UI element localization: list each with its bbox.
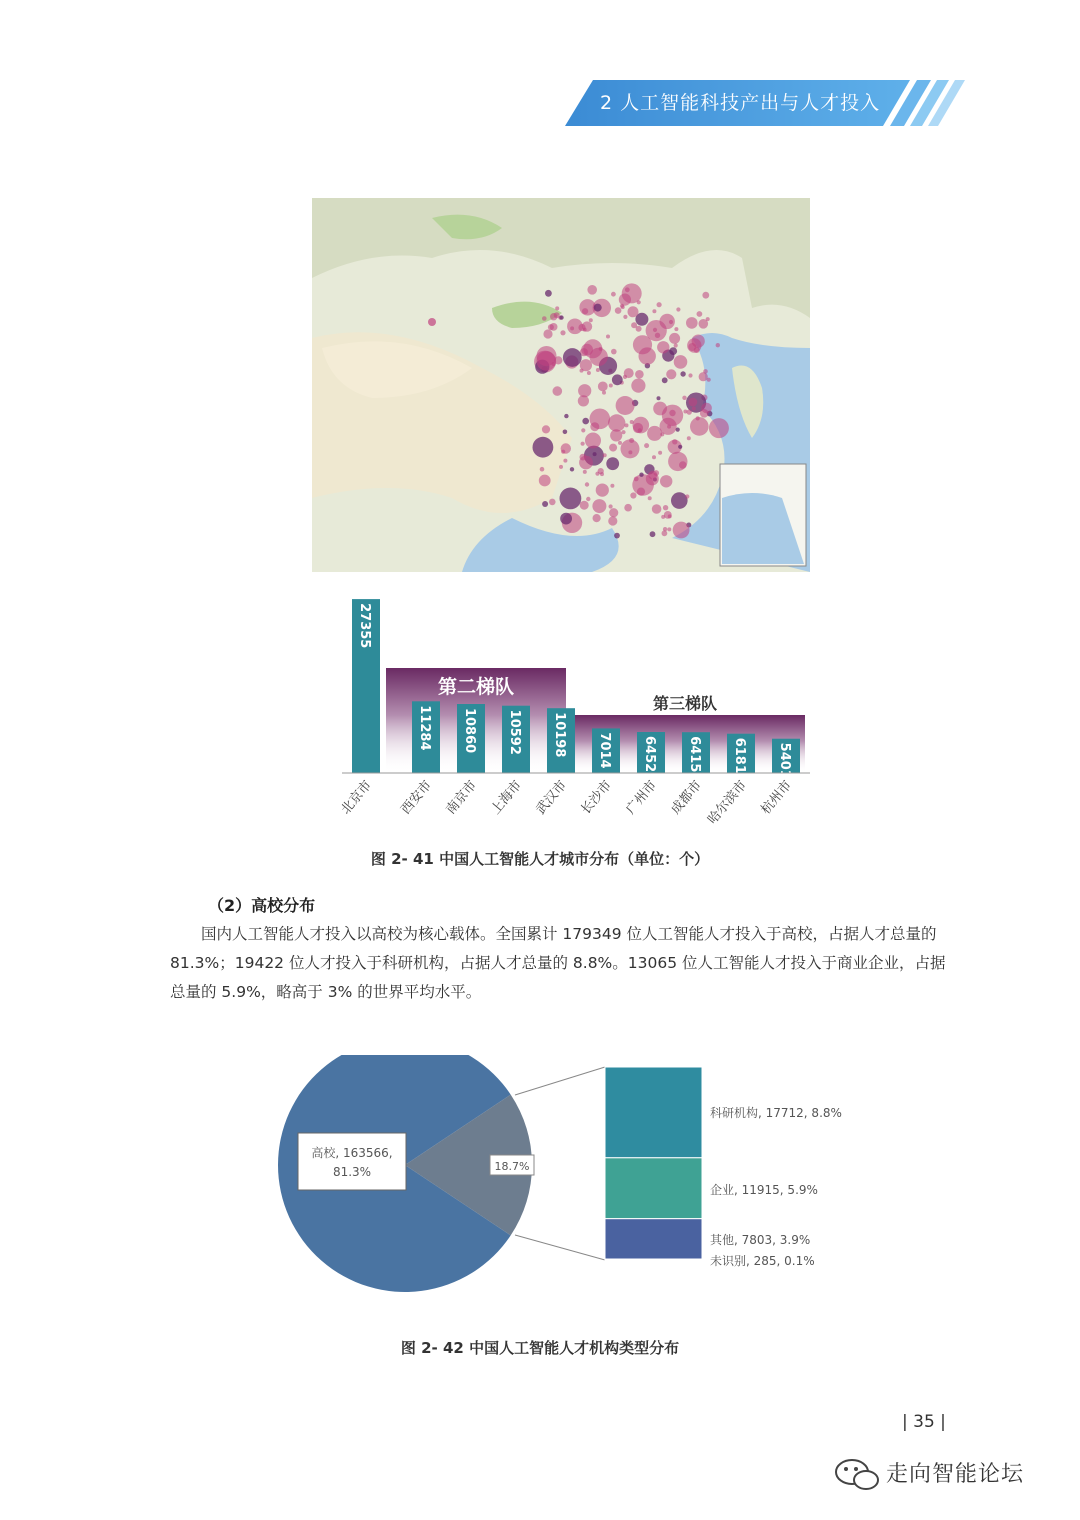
connector-top — [515, 1067, 605, 1095]
map-bubble — [689, 398, 698, 407]
map-bubble — [671, 492, 688, 509]
map-bubble — [587, 371, 591, 375]
bar-value-label: 6452 — [642, 735, 657, 773]
header-title: 2 人工智能科技产出与人才投入 — [600, 92, 881, 114]
stack-segment — [605, 1067, 702, 1158]
figure-41-caption: 图 2- 41 中国人工智能人才城市分布（单位：个） — [370, 850, 710, 868]
map-bubble — [637, 300, 641, 304]
map-bubble — [580, 501, 589, 510]
map-bubble — [533, 437, 554, 458]
map-bubble — [555, 306, 559, 310]
map-bubble — [611, 292, 616, 297]
bar-value-label: 10592 — [507, 709, 522, 755]
map-bubble — [586, 497, 590, 501]
map-bubble — [657, 302, 662, 307]
map-bubble — [690, 417, 709, 436]
map-bubble — [612, 374, 623, 385]
x-tick-label: 南京市 — [443, 777, 481, 818]
map-bubble — [701, 403, 712, 414]
map-bubble — [674, 355, 688, 369]
map-bubble — [634, 477, 639, 482]
map-bubble — [647, 426, 662, 441]
map-bubble — [660, 314, 675, 329]
map-bubble — [676, 307, 680, 311]
map-bubble — [596, 484, 609, 497]
map-bubble — [639, 347, 656, 364]
map-bubble — [716, 343, 720, 347]
bar-value-label: 6415 — [687, 736, 702, 773]
map-bubble — [631, 322, 637, 328]
map-bubble — [598, 382, 608, 392]
map-bubble — [616, 396, 635, 415]
map-bubble — [699, 372, 708, 381]
map-bubble — [653, 402, 667, 416]
map-bubble — [563, 348, 582, 367]
map-bubble — [583, 328, 587, 332]
map-bubble — [674, 343, 678, 347]
map-bubble — [583, 470, 587, 474]
map-bubble — [614, 533, 620, 539]
stack-segment — [605, 1158, 702, 1219]
bar-value-label: 5401 — [777, 742, 792, 779]
x-tick-label: 上海市 — [488, 777, 526, 818]
map-bubble — [692, 407, 696, 411]
map-bubble — [639, 473, 643, 477]
map-bubble — [644, 443, 649, 448]
map-bubble — [678, 445, 682, 449]
map-bubble — [674, 327, 678, 331]
map-bubble — [630, 492, 636, 498]
map-bubble — [542, 316, 547, 321]
map-bubble — [579, 456, 593, 470]
bar-value-label: 11284 — [417, 705, 432, 751]
map-bubble — [593, 514, 601, 522]
map-bubble — [564, 414, 568, 418]
slice-label: 18.7% — [494, 1160, 530, 1173]
page-number: | 35 | — [902, 1412, 946, 1432]
map-bubble — [628, 306, 639, 317]
map-bubble — [624, 368, 634, 378]
stack-label-unknown: 未识别, 285, 0.1% — [710, 1254, 815, 1268]
map-bubble — [669, 347, 677, 355]
map-bubble — [658, 451, 662, 455]
china-talent-map — [312, 198, 810, 572]
map-bubble — [549, 499, 556, 506]
map-bubble — [648, 496, 652, 500]
map-bubble — [570, 467, 574, 471]
map-bubble — [560, 488, 582, 510]
map-bubble — [707, 378, 711, 382]
map-bubble — [589, 318, 593, 322]
map-bubble — [688, 373, 692, 377]
map-bubble — [581, 442, 585, 446]
map-bubble — [661, 515, 665, 519]
map-bubble — [540, 467, 545, 472]
map-bubble — [702, 292, 709, 299]
map-bubble — [692, 335, 705, 348]
map-bubble — [559, 315, 563, 319]
map-bubble — [625, 423, 629, 427]
map-bubble — [593, 452, 597, 456]
bar-value-label: 6181 — [732, 737, 747, 774]
map-bubble — [669, 410, 675, 416]
map-bubble — [685, 494, 689, 498]
map-bubble — [709, 418, 729, 438]
map-bubble — [668, 514, 672, 518]
stack-label-qiye: 企业, 11915, 5.9% — [710, 1183, 818, 1197]
section-paragraph: 国内人工智能人才投入以高校为核心载体。全国累计 179349 位人工智能人才投入于高校，占据人才总量的 81.3%；19422 位人才投入于科研机构，占据人才总量的 8.8%。13065 位人工智能人才投入于商业企业，占据总量的 5.9%，略高于 3% 的世界平均水平。 — [170, 925, 946, 1001]
map-bubble — [662, 377, 668, 383]
map-bubble — [648, 471, 657, 480]
map-bubble — [428, 318, 436, 326]
map-bubble — [619, 294, 631, 306]
x-tick-label: 成都市 — [668, 777, 706, 818]
map-bubble — [652, 309, 656, 313]
figure-42-caption: 图 2- 42 中国人工智能人才机构类型分布 — [400, 1339, 680, 1357]
map-bubble — [650, 531, 656, 537]
map-bubble — [590, 409, 611, 430]
bar-value-label: 27355 — [357, 603, 372, 649]
map-bubble — [662, 530, 668, 536]
map-bubble — [697, 311, 703, 317]
map-bubble — [592, 499, 606, 513]
map-bubble — [603, 453, 607, 457]
map-bubble — [595, 472, 599, 476]
map-bubble — [672, 439, 677, 444]
map-bubble — [652, 455, 656, 459]
map-bubble — [687, 409, 692, 414]
map-bubble — [594, 304, 602, 312]
map-bubble — [676, 428, 680, 432]
map-bubble — [587, 285, 597, 295]
map-bubble — [673, 522, 690, 539]
watermark-text: 走向智能论坛 — [886, 1462, 1025, 1487]
map-bubble — [608, 414, 625, 431]
bar-value-label: 10198 — [552, 712, 567, 758]
map-bubble — [611, 349, 617, 355]
map-bubble — [606, 457, 619, 470]
map-bubble — [618, 441, 622, 445]
map-bubble — [543, 329, 552, 338]
x-tick-label: 北京市 — [338, 777, 376, 818]
map-bubble — [623, 315, 627, 319]
institution-type-pie-chart — [270, 1055, 890, 1300]
x-tick-label: 杭州市 — [758, 777, 796, 818]
stack-label-qita: 其他, 7803, 3.9% — [710, 1233, 811, 1247]
x-tick-label: 哈尔滨市 — [705, 777, 751, 828]
map-bubble — [578, 384, 591, 397]
x-tick-label: 广州市 — [623, 777, 661, 818]
map-bubble — [633, 423, 643, 433]
map-bubble — [560, 513, 572, 525]
map-bubble — [653, 328, 657, 332]
map-bubble — [539, 475, 551, 487]
map-bubble — [602, 391, 606, 395]
stack-label-keyan: 科研机构, 17712, 8.8% — [710, 1106, 842, 1120]
map-bubble — [663, 505, 668, 510]
x-tick-label: 长沙市 — [578, 777, 616, 818]
map-bubble — [706, 317, 710, 321]
city-talent-bar-chart — [330, 590, 820, 840]
map-bubble — [585, 433, 601, 449]
map-bubble — [563, 459, 567, 463]
map-bubble — [596, 368, 600, 372]
map-bubble — [609, 504, 613, 508]
map-bubble — [559, 465, 563, 469]
map-bubble — [550, 323, 558, 331]
map-bubble — [624, 504, 632, 512]
map-bubble — [609, 508, 618, 517]
tier3-label: 第三梯队 — [652, 694, 718, 713]
map-bubble — [667, 527, 671, 531]
map-bubble — [580, 359, 592, 371]
map-bubble — [560, 330, 565, 335]
map-bubble — [563, 430, 568, 435]
map-bubble — [694, 347, 700, 353]
x-tick-label: 西安市 — [398, 777, 436, 818]
map-bubble — [561, 443, 571, 453]
map-bubble — [542, 501, 548, 507]
map-bubble — [600, 472, 604, 476]
map-bubble — [635, 370, 644, 379]
map-bubble — [621, 430, 625, 434]
section-heading: （2）高校分布 — [208, 896, 316, 915]
map-bubble — [687, 436, 691, 440]
main-label-box — [298, 1133, 406, 1190]
map-bubble — [666, 369, 676, 379]
map-bubble — [545, 290, 552, 297]
map-bubble — [686, 317, 698, 329]
map-bubble — [669, 333, 680, 344]
map-bubble — [567, 319, 583, 335]
map-bubble — [660, 475, 672, 487]
map-bubble — [542, 425, 550, 433]
map-bubble — [609, 384, 613, 388]
main-label-line2: 81.3% — [332, 1165, 372, 1179]
map-bubble — [537, 346, 557, 366]
map-bubble — [550, 313, 557, 320]
map-bubble — [657, 341, 669, 353]
map-bubble — [579, 299, 595, 315]
map-bubble — [652, 504, 662, 514]
map-bubble — [581, 428, 585, 432]
map-bubble — [631, 379, 645, 393]
map-bubble — [682, 396, 686, 400]
connector-bottom — [515, 1235, 605, 1260]
map-bubble — [606, 335, 610, 339]
map-bubble — [608, 516, 617, 525]
map-bubble — [621, 439, 640, 458]
map-bubble — [553, 386, 563, 396]
map-bubble — [657, 396, 661, 400]
map-bubble — [615, 307, 622, 314]
main-label-line1: 高校, 163566, — [311, 1146, 393, 1160]
map-bubble — [582, 308, 588, 314]
map-bubble — [610, 484, 614, 488]
stack-segment — [605, 1259, 702, 1260]
map-bubble — [621, 305, 625, 309]
map-bubble — [583, 339, 602, 358]
stack-segment — [605, 1219, 702, 1259]
map-bubble — [585, 482, 589, 486]
bar-value-label: 7014 — [597, 732, 612, 769]
map-bubble — [609, 444, 617, 452]
bar-value-label: 10860 — [462, 707, 477, 754]
map-bubble — [610, 429, 622, 441]
x-tick-label: 武汉市 — [533, 777, 571, 818]
map-bubble — [679, 461, 687, 469]
tier2-label: 第二梯队 — [437, 676, 515, 698]
map-bubble — [582, 418, 589, 425]
map-bubble — [680, 371, 685, 376]
